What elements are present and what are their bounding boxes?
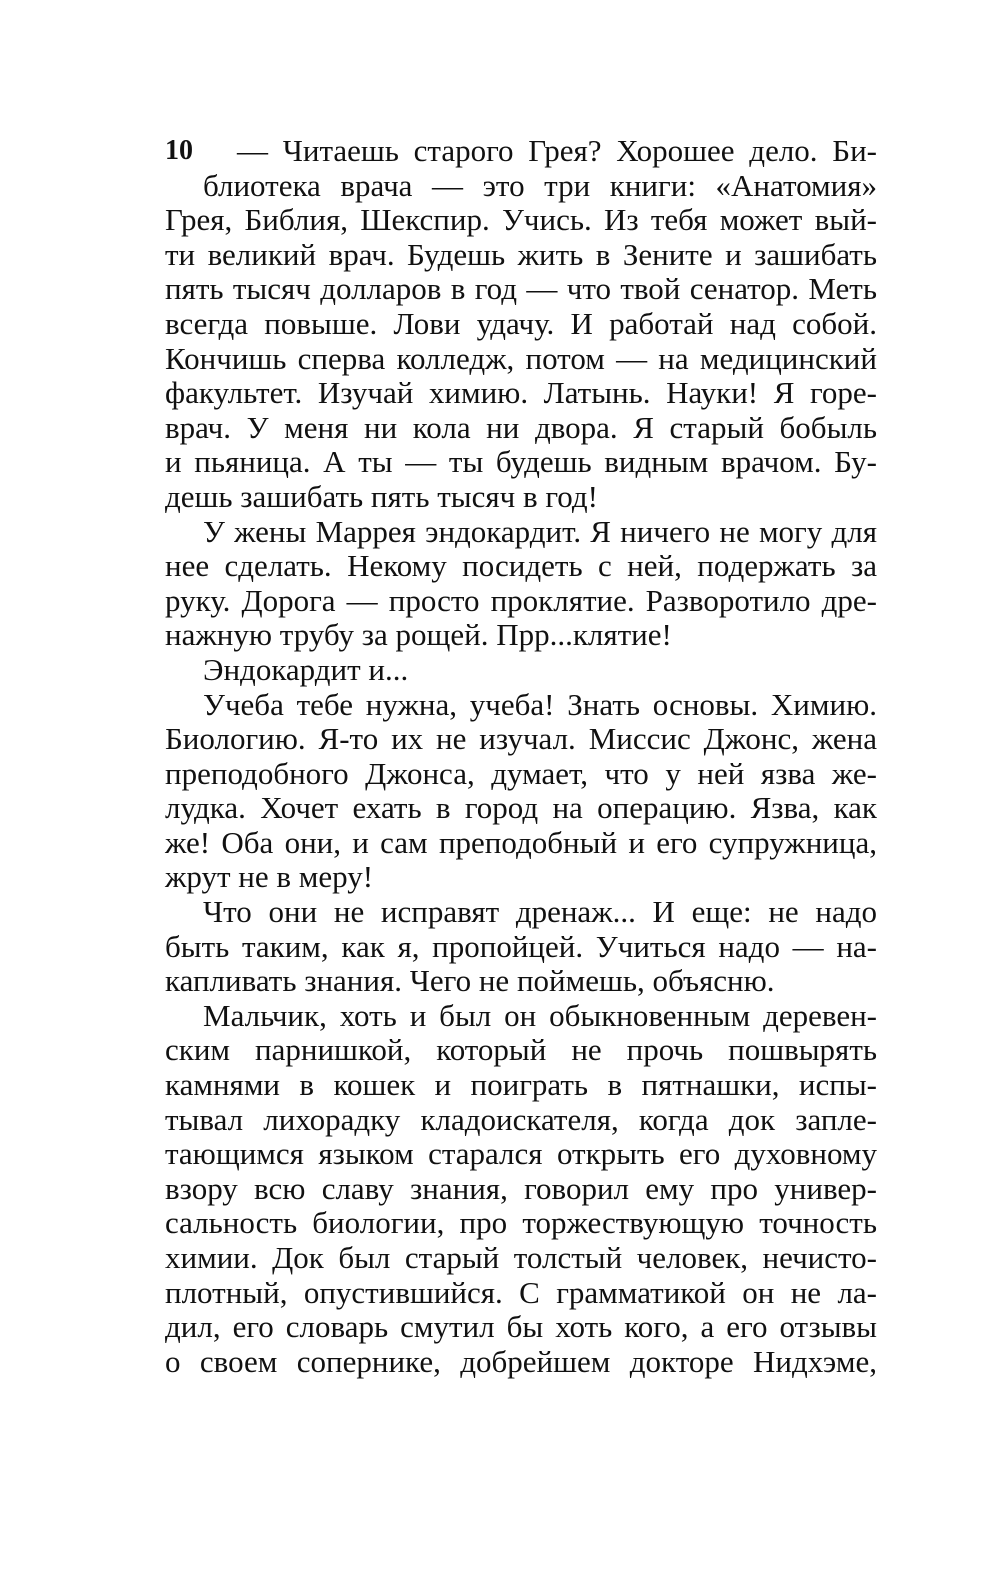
text-line: врач. У меня ни кола ни двора. Я старый бобыль [165,409,877,445]
text-line: лудка. Хочет ехать в город на операцию. Язва, как [165,790,877,826]
text-line: химии. Док был старый толстый человек, нечисто- [165,1240,877,1275]
text-line: Грея, Библия, Шекспир. Учись. Из тебя может вый- [165,202,877,238]
text-line: Мальчик, хоть и был он обыкновенным деревен- [203,997,877,1033]
text-line: дешь зашибать пять тысяч в год! [165,478,598,514]
body-text [165,134,877,1379]
text-line: камнями в кошек и поиграть в пятнашки, испы- [165,1067,877,1103]
text-line: быть таким, как я, пропойцей. Учиться надо — на- [165,928,877,964]
text-line: жрут не в меру! [165,859,374,895]
text-line: руку. Дорога — просто проклятие. Разворотило дре- [165,582,877,618]
text-line: плотный, опустившийся. С грамматикой он не ла- [165,1274,877,1310]
text-line: всегда повыше. Лови удачу. И работай над собой. [165,305,877,341]
text-line: нее сделать. Некому посидеть с ней, подержать за [165,548,877,584]
text-line: взору всю славу знания, говорил ему про универ- [165,1170,877,1206]
text-line: сальность биологии, про торжествующую точность [165,1205,877,1241]
text-line: и пьяница. А ты — ты будешь видным врачом. Бу- [165,444,877,480]
text-line: нажную трубу за рощей. Прр...клятие! [165,617,672,653]
text-line: Кончишь сперва колледж, потом — на медицинский [165,340,877,376]
text-line: Эндокардит и... [203,651,409,687]
text-line: Учеба тебе нужна, учеба! Знать основы. Химию. [203,686,877,722]
text-line: ским парнишкой, который не прочь пошвырять [165,1032,877,1068]
text-line: ти великий врач. Будешь жить в Зените и зашибать [165,236,877,272]
text-line: о своем сопернике, добрейшем докторе Нидхэме, [165,1343,877,1379]
text-line: — Читаешь старого Грея? Хорошее дело. Би- [237,133,877,168]
text-line: тающимся языком старался открыть его духовному [165,1136,877,1172]
text-line: дил, его словарь смутил бы хоть кого, а его отзывы [165,1309,877,1345]
text-line: Биологию. Я-то их не изучал. Миссис Джонс, жена [165,721,877,757]
text-line: блиотека врача — это три книги: «Анатомия» [203,167,877,203]
page-number: 10 [165,135,193,166]
text-line: Что они не исправят дренаж... И еще: не надо [203,894,877,930]
text-line: факультет. Изучай химию. Латынь. Науки! Я горе- [165,375,877,411]
text-line: капливать знания. Чего не поймешь, объясню. [165,963,775,999]
text-line: тывал лихорадку кладоискателя, когда док запле- [165,1101,877,1137]
text-line: пять тысяч долларов в год — что твой сенатор. Меть [165,271,877,307]
text-line: У жены Маррея эндокардит. Я ничего не могу для [203,513,877,549]
text-line: преподобного Джонса, думает, что у ней язва же- [165,755,877,791]
text-line: же! Оба они, и сам преподобный и его супружница, [165,824,877,860]
